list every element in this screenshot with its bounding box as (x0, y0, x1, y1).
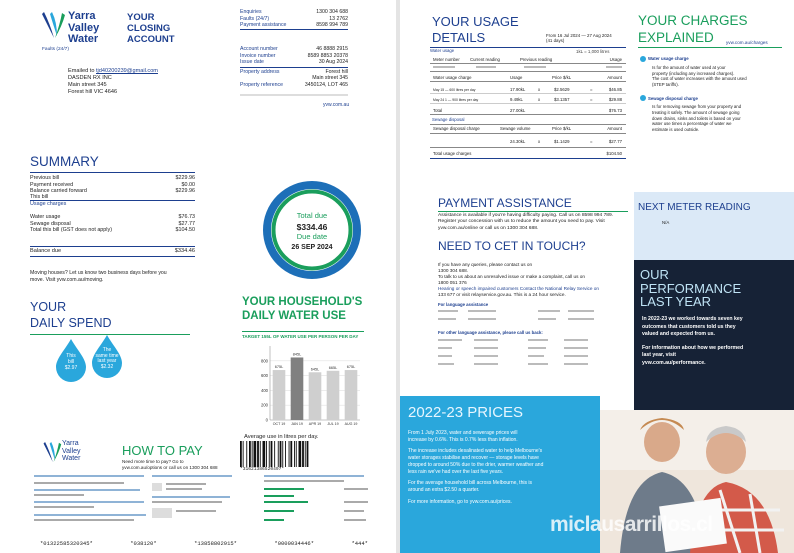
email-link[interactable]: tjd40200239@gmail.com (96, 68, 158, 74)
bar (309, 372, 322, 420)
contact-row: Enquiries 1300 304 688 (240, 9, 348, 15)
language-lines (438, 308, 626, 330)
prices-text: From 1 July 2023, water and sewerage prices will increase by 0.6%. This is 0.7% less than inflation. The increase includes desalinated water to help Melbourne's water storages stabilise and recover — storage levels have dropped to around 50% due to the drier, warmer weather and less rain we've had over the last five years. For the average household bill across Melbourne, this is around an extra $2.50 a quarter. For more information, go to yvw.com.au/prices. (408, 430, 544, 505)
y-tick-label: 800 (261, 358, 268, 364)
account-block: Account number 46 8888 2915 Invoice number 8589 8853 20378 Issue date 30 Aug 2024 Property address Forest hill Main street 345 Property reference 3450124, LOT 465 (240, 46, 348, 88)
y-tick-label: 200 (261, 402, 268, 408)
closing-account-title: YOUR CLOSING ACCOUNT (127, 12, 175, 45)
sewage-heading: Sewage disposal (432, 117, 465, 122)
payment-assistance-text: Assistance is available if you're having difficulty paying. Call us on 8598 994 789. Register your concession with us to reduce the amount you need to pay. Visit yvw.com.au/online or call us on 1300 304 688. (438, 213, 614, 231)
y-tick-label: 400 (261, 387, 268, 393)
small-brand-name: Yarra Valley Water (62, 440, 81, 462)
next-meter-panel (634, 192, 794, 260)
ocr-scanline: *01322585320345* *038120* *13858802915* *0000034446* *444* (40, 540, 368, 547)
chart-caption: Average use in litres per day. (244, 434, 319, 440)
water-drop-icon (640, 56, 646, 62)
payment-methods-right (264, 474, 370, 524)
addressee-block: Emailed to tjd40200239@gmail.com DASDEN RX INC Main street 345 Forest hill VIC 4646 (68, 68, 158, 95)
prices-title: 2022-23 PRICES (408, 404, 524, 421)
yarra-valley-water-logo-icon (40, 10, 66, 40)
x-tick-label: APR 19 (308, 422, 322, 426)
next-meter-title: NEXT METER READING (638, 202, 751, 213)
performance-title: OUR PERFORMANCE LAST YEAR (640, 267, 742, 309)
water-drop-icon (640, 95, 646, 101)
how-to-pay-sub: Need more time to pay? Go to yvw.com.au/options or call us on 1300 304 688 (122, 459, 218, 470)
barcode-number: *31621386520497* (240, 467, 285, 472)
total-due-value: $334.46 (296, 221, 328, 232)
payment-methods-left (34, 474, 150, 526)
contact-block (240, 9, 348, 29)
bill-page-front (0, 0, 396, 553)
payment-assistance-title: PAYMENT ASSISTANCE (438, 196, 572, 210)
faults-caption: Faults (24/7) (42, 47, 69, 52)
bar (345, 370, 358, 420)
total-usage-charges-row: Total usage charges $104.50 (433, 151, 622, 156)
charge-item: Sewage disposal charge (640, 95, 788, 101)
total-due-label: Total due (296, 211, 328, 220)
kl-note: 1kL = 1,000 litres (576, 49, 610, 54)
due-date-label: Due date (296, 232, 328, 241)
charges-items: Water usage charge Is for the amount of water used at your property (including any increased charges). The cost of water increases with the amount used (STEP tariffs). Sewage disposal charge Is for removing sewage from your property and treating it safely. The amount of sewage going down drains, sinks and toilets is based on your water use times a percentage of water we estimate is used outside. (640, 56, 788, 132)
moving-note: Moving houses? Let us know two business days before you move. Visit yvw.com.au/moving. (30, 270, 167, 283)
balance-due-row: Balance due $334.46 (30, 248, 195, 254)
x-tick-label: JUL 19 (327, 422, 339, 426)
payment-barcode (240, 441, 332, 467)
total-due-donut (262, 180, 362, 280)
y-tick-label: 600 (261, 373, 268, 379)
summary-table: Previous bill $229.96 Payment received $0.00 Balance carried forward $229.96 This bill Usage charges Water usage $76.73 Sewage disposal $27.77 Total this bill (GST does not apply) $104.50 (30, 175, 195, 234)
brand-name: Yarra Valley Water (68, 10, 100, 45)
this-bill-drop-icon: This bill $2.97 (52, 337, 90, 383)
website-link[interactable]: yvw.com.au (323, 102, 350, 108)
last-year-drop-icon: The same time last year $2.32 (88, 333, 126, 379)
x-tick-label: JAN 19 (291, 422, 303, 426)
daily-use-bar-chart (254, 342, 364, 432)
water-usage-heading: Water usage (430, 48, 455, 53)
other-language-heading: For other language assistance, please call us back: (438, 330, 543, 335)
x-tick-label: OCT 19 (272, 422, 286, 426)
usage-details-title: YOUR USAGE DETAILS (432, 14, 519, 45)
bar-value-label: 645L (310, 367, 320, 372)
get-in-touch-text: If you have any queries, please contact us on 1300 304 688. To talk to us about an unresolved issue or make a complaint, call us on 1800 051 376 Hearing or speech impaired customers Contact the National Relay Service on 133 677 or visit relayservice.gov.au. This is a 24 hour service. (438, 262, 600, 297)
how-to-pay-title: HOW TO PAY (122, 443, 203, 458)
next-meter-value: N/A (662, 220, 670, 225)
bar (327, 371, 340, 420)
target-caption: TARGET 155L OF WATER USE PER PERSON PER DAY (242, 334, 359, 339)
contact-row: Payment assistance 8598 994 789 (240, 22, 348, 29)
yarra-valley-water-small-logo-icon (42, 440, 62, 464)
get-in-touch-title: NEED TO CET IN TOUCH? (438, 239, 586, 253)
usage-period: From 16 Jul 2024 — 27 Aug 2024 (41 days) (546, 33, 612, 44)
bar (273, 370, 286, 420)
charge-item: Water usage charge (640, 56, 788, 62)
due-date-value: 26 SEP 2024 (291, 243, 333, 251)
performance-panel (634, 260, 794, 410)
charges-link[interactable]: yvw.com.au/charges (726, 40, 768, 45)
x-tick-label: AUG 19 (344, 422, 358, 426)
contact-row: Faults (24/7) 13 2762 (240, 15, 348, 22)
language-assistance-heading: For language assistance (438, 302, 489, 307)
other-language-lines (438, 337, 626, 369)
summary-title: SUMMARY (30, 154, 99, 169)
bar-value-label: 665L (328, 365, 338, 370)
bar (291, 357, 304, 420)
bar-value-label: 675L (274, 365, 284, 370)
bill-page-back: YOUR USAGE DETAILS From 16 Jul 2024 — 27 Aug 2024 (41 days) 1kL = 1,000 litres Water usage Meter number Current reading Previous reading Usage Water usage charge Usage Price $/kL Amount May 15 — 600 litres per day 17.90kL x $2.5629 = $46.85 May 24 1 — 900 litres per day 9.49kL x $3.1357 = $29.88 Total 27.00kL $76.73 Sewage disposal Sewage disposal charge Sewage volume Price $/kL Amount 24.30kL x $1.1429 = $27.77 Total usage charges $104.50 YOUR CHARGES EXPLAINED yvw.com.au/charges Water usage charge Is for the amount of water used at your property (including any increased charges). The cost of water increases with the amount used (STEP tariffs). Sewage disposal charge Is for removing sewage from your property and treating it safely. The amount of sewage going down drains, sinks and toilets is based on your water use times a percentage of water we estimate is used outside. PAYMENT ASSISTANCE Assistance is available if you're having difficulty paying. Call us on 8598 994 789. Register your concession with us to reduce the amount you need to pay. Visit yvw.com.au/online or call us on 1300 304 688. NEED TO CET IN TOUCH? If you have any queries, please contact us on 1300 304 688. To talk to us about an unresolved issue or make a complaint, call us on 1800 051 376 Hearing or speech impaired customers Contact the National Relay Service on 133 677 or visit relayservice.gov.au. This is a 24 hour service. For language assistance For other language assistance, please call us back: NEXT METER READING N/A OUR PERFORMANCE LAST YEAR In 2022-23 we worked towards seven key outcomes that customers told us they valued and expected from us. For information about how we performed last year, visit yvw.com.au/performance. 2022-23 PRICES From 1 July 2023, water and sewerage prices will increase by 0.6%. This is 0.7% less than inflation. The increase includes desalinated water to help Melbourne's water storages stabilise and recover — storage levels have dropped to around 50% due to the drier, warmer weather and less rain we've had over the last five years. For the average household bill across Melbourne, this is around an extra $2.50 a quarter. For more information, go to yvw.com.au/prices. miclausarrillos.cl (400, 0, 794, 553)
household-use-title: YOUR HOUSEHOLD'S DAILY WATER USE (242, 296, 363, 322)
bar-chart-svg (254, 342, 364, 432)
bar-value-label: 845L (292, 352, 302, 357)
bar-value-label: 675L (346, 365, 356, 370)
performance-link[interactable]: yvw.com.au/performance. (642, 359, 706, 366)
watermark-text: miclausarrillos.cl (550, 513, 713, 536)
water-charge-table: Water usage charge Usage Price $/kL Amount May 15 — 600 litres per day 17.90kL x $2.5629 = $46.85 May 24 1 — 900 litres per day 9.49kL x $3.1357 = $29.88 Total 27.00kL $76.73 (433, 75, 622, 113)
y-tick-label: 0 (265, 417, 268, 423)
daily-spend-title: YOUR DAILY SPEND (30, 300, 112, 330)
charges-explained-title: YOUR CHARGES EXPLAINED (638, 13, 748, 45)
performance-text: In 2022-23 we worked towards seven key outcomes that customers told us they valued and expected from us. For information about how we performed last year, visit yvw.com.au/performance. (642, 316, 744, 366)
payment-methods-middle (152, 474, 234, 522)
sewage-table: Sewage disposal charge Sewage volume Price $/kL Amount 24.30kL x $1.1429 = $27.77 (433, 126, 622, 144)
